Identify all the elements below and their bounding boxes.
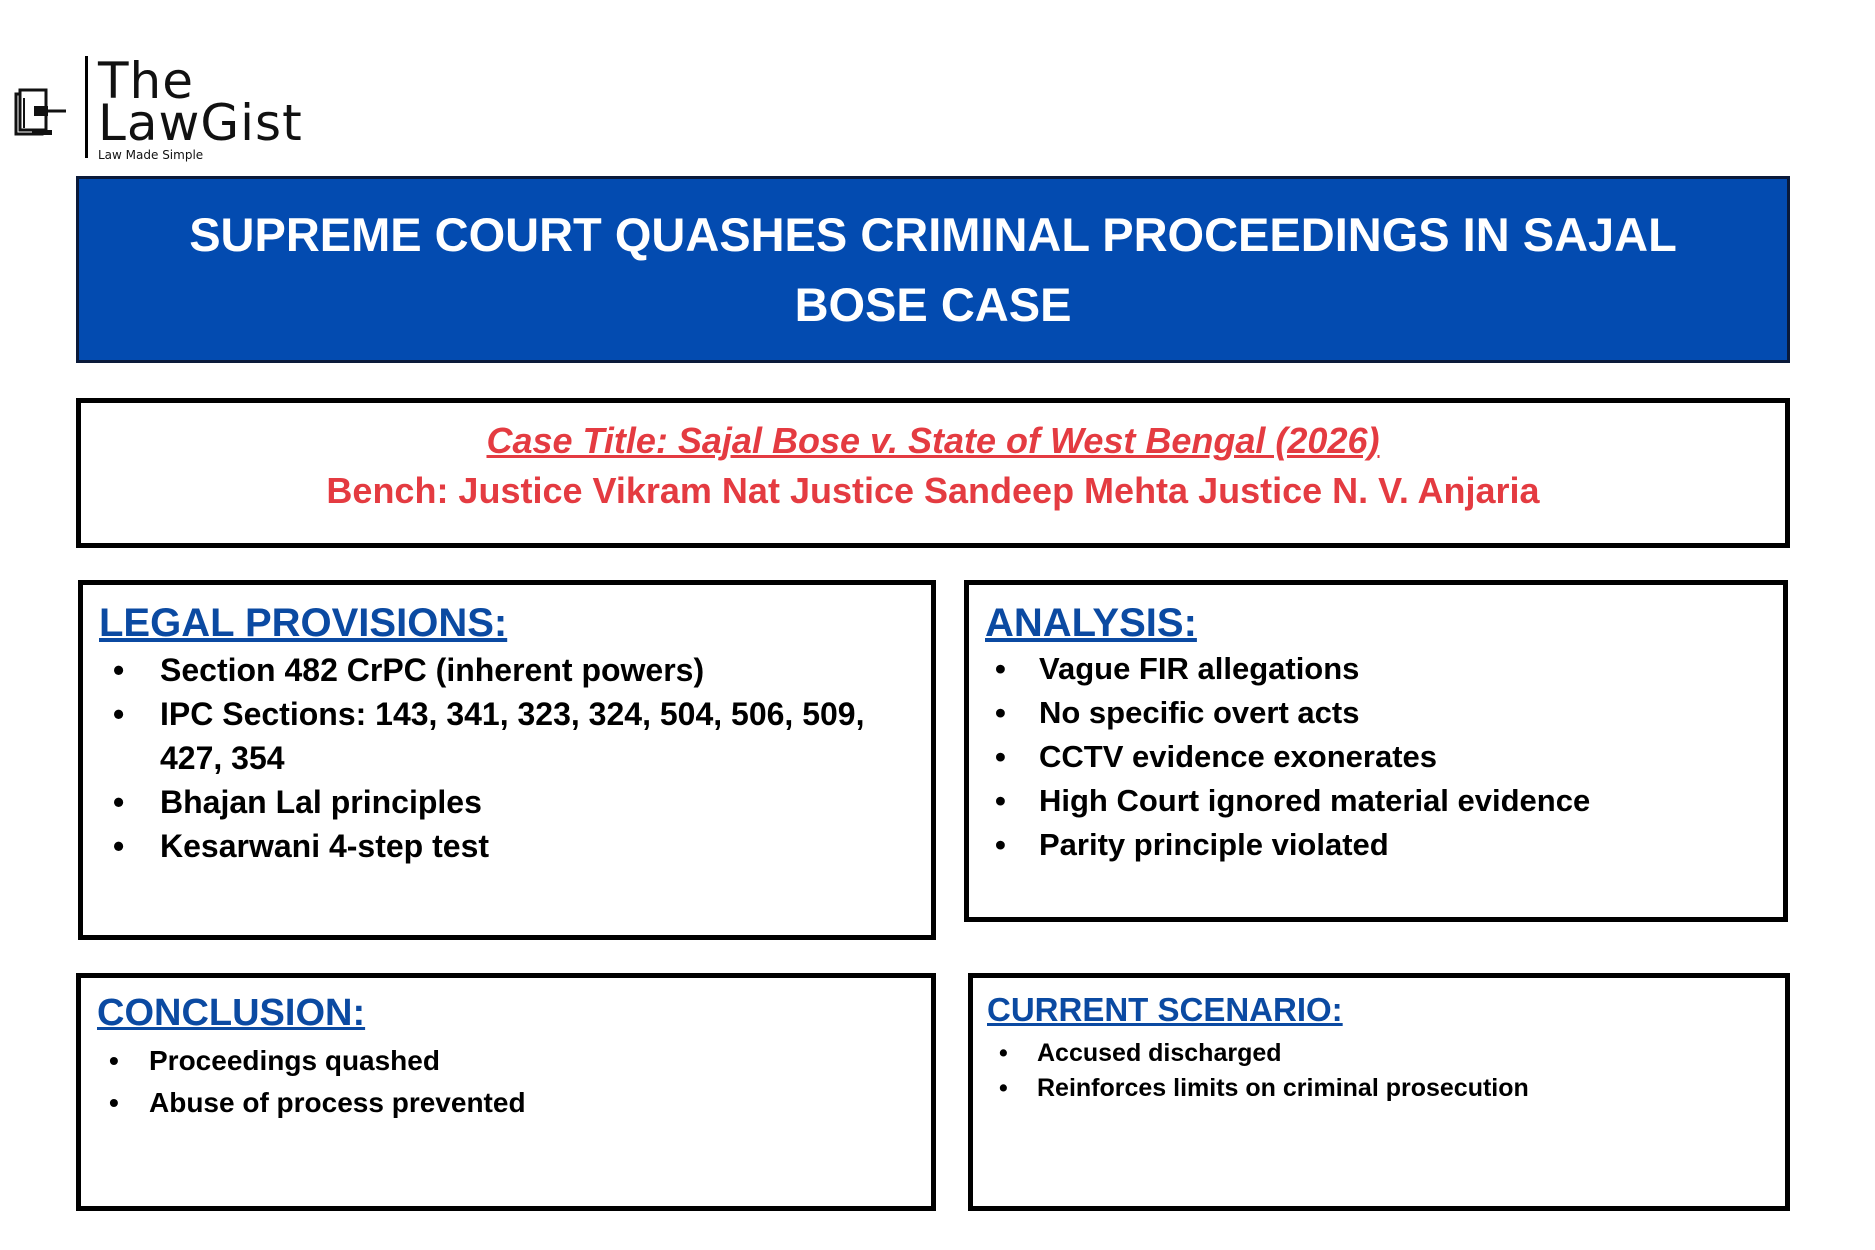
list-item: • High Court ignored material evidence (995, 779, 1775, 823)
analysis-box (964, 580, 1788, 922)
book-gavel-icon (12, 84, 68, 142)
conclusion-box (76, 973, 936, 1211)
case-details-box (76, 398, 1790, 548)
conclusion-list (109, 1040, 909, 1124)
logo-divider (85, 56, 88, 158)
analysis-heading: ANALYSIS: (985, 601, 1197, 645)
list-item: • Abuse of process prevented (109, 1082, 909, 1124)
legal-provisions-heading: LEGAL PROVISIONS: (99, 601, 508, 645)
logo-line-2: LawGist (98, 94, 303, 152)
current-scenario-list (999, 1036, 1779, 1106)
logo-tagline: Law Made Simple (98, 148, 204, 162)
case-title: Case Title: Sajal Bose v. State of West Bengal (2026) (486, 420, 1380, 461)
analysis-list (995, 647, 1775, 867)
headline-title: SUPREME COURT QUASHES CRIMINAL PROCEEDINGS IN SAJAL BOSE CASE (189, 207, 1677, 331)
legal-provisions-list (113, 648, 913, 868)
list-item: • Vague FIR allegations (995, 647, 1775, 691)
logo-line-1: The (98, 52, 194, 110)
case-bench: Bench: Justice Vikram Nat Justice Sandeep Mehta Justice N. V. Anjaria (326, 470, 1540, 511)
list-item: • Reinforces limits on criminal prosecution (999, 1071, 1779, 1106)
logo (12, 52, 303, 166)
current-scenario-box (968, 973, 1790, 1211)
list-item: • IPC Sections: 143, 341, 323, 324, 504, 506, 509, 427, 354 (113, 692, 913, 780)
list-item: • Parity principle violated (995, 823, 1775, 867)
list-item: • Kesarwani 4-step test (113, 824, 913, 868)
list-item: • Section 482 CrPC (inherent powers) (113, 648, 913, 692)
list-item: • No specific overt acts (995, 691, 1775, 735)
headline-banner (76, 176, 1790, 363)
conclusion-heading: CONCLUSION: (97, 992, 366, 1034)
current-scenario-heading: CURRENT SCENARIO: (987, 991, 1343, 1028)
list-item: • CCTV evidence exonerates (995, 735, 1775, 779)
list-item: • Bhajan Lal principles (113, 780, 913, 824)
list-item: • Proceedings quashed (109, 1040, 909, 1082)
list-item: • Accused discharged (999, 1036, 1779, 1071)
legal-provisions-box (78, 580, 936, 940)
